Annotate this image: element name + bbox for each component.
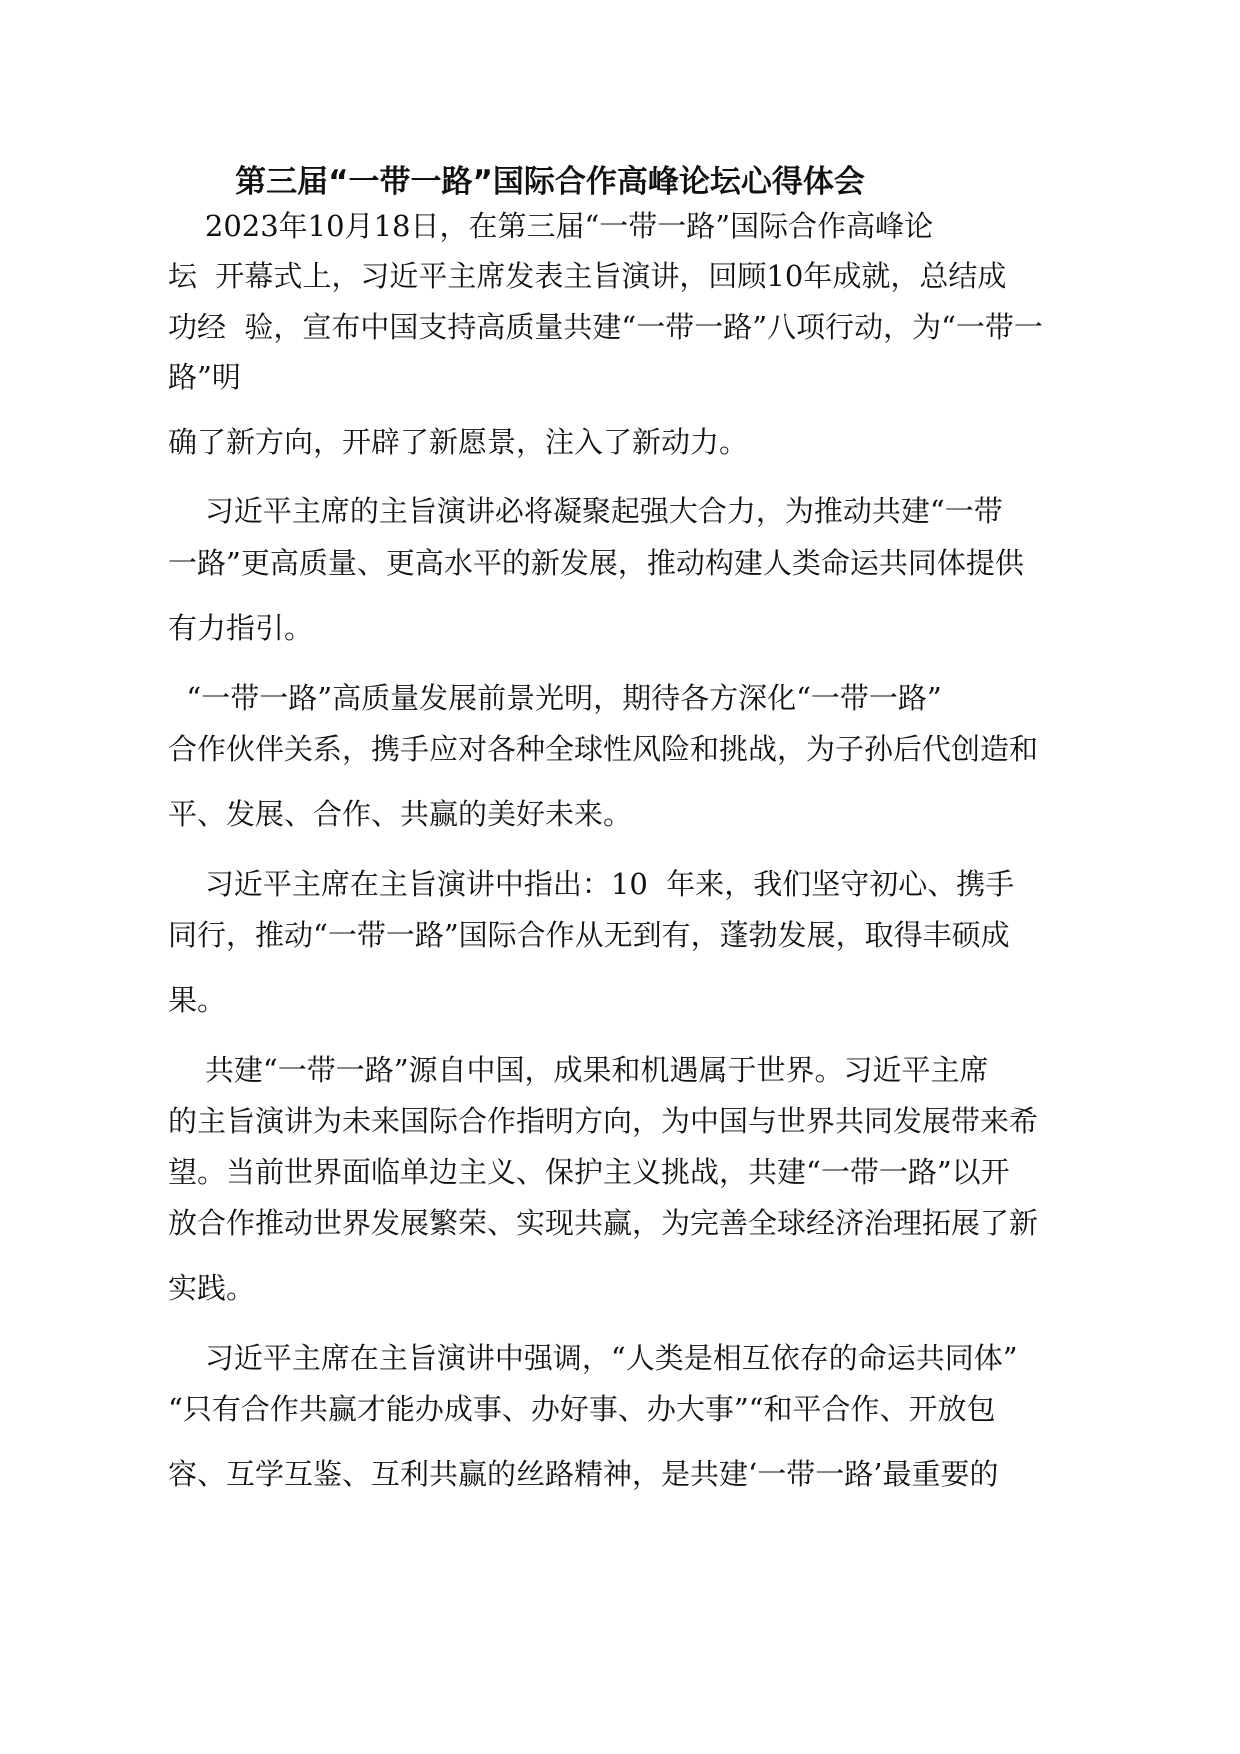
text-line: 共建“一带一路”源自中国，成果和机遇属于世界。习近平主席 [168,1053,989,1087]
text-line: 容、互学互鉴、互利共赢的丝路精神，是共建‘一带一路’最重要的 [168,1457,999,1491]
text-line: 同行，推动“一带一路”国际合作从无到有，蓬勃发展，取得丰硕成 [168,918,1010,952]
document-title: 第三届“一带一路”国际合作高峰论坛心得体会 [235,164,865,200]
text-line: 2023年10月18日，在第三届“一带一路”国际合作高峰论 [168,209,934,243]
text-line: 望。当前世界面临单边主义、保护主义挑战，共建“一带一路”以开 [168,1155,1010,1189]
text-line: 果。 [168,983,227,1017]
text-line: 习近平主席的主旨演讲必将凝聚起强大合力，为推动共建“一带 [168,494,1003,528]
text-line: 有力指引。 [168,611,314,645]
text-line: 习近平主席在主旨演讲中指出：10 年来，我们坚守初心、携手 [168,867,1015,901]
text-line: 确了新方向，开辟了新愿景，注入了新动力。 [168,425,749,459]
text-line: 功经 验，宣布中国支持高质量共建“一带一路”八项行动，为“一带一 [168,310,1043,344]
text-line: 合作伙伴关系，携手应对各种全球性风险和挑战，为子孙后代创造和 [168,732,1039,766]
text-line: 的主旨演讲为未来国际合作指明方向，为中国与世界共同发展带来希 [168,1104,1039,1138]
text-line: 实践。 [168,1271,256,1305]
text-line: “只有合作共赢才能办成事、办好事、办大事”“和平合作、开放包 [168,1392,996,1426]
text-line: 平、发展、合作、共赢的美好未来。 [168,797,633,831]
text-line: 坛 开幕式上，习近平主席发表主旨演讲，回顾10年成就，总结成 [168,259,1007,293]
text-line: 习近平主席在主旨演讲中强调，“人类是相互依存的命运共同体” [168,1341,1018,1375]
text-line: 放合作推动世界发展繁荣、实现共赢，为完善全球经济治理拓展了新 [168,1206,1039,1240]
text-line: “一带一路”高质量发展前景光明，期待各方深化“一带一路” [168,681,942,715]
text-line: 路”明 [168,360,241,394]
text-line: 一路”更高质量、更高水平的新发展，推动构建人类命运共同体提供 [168,546,1024,580]
